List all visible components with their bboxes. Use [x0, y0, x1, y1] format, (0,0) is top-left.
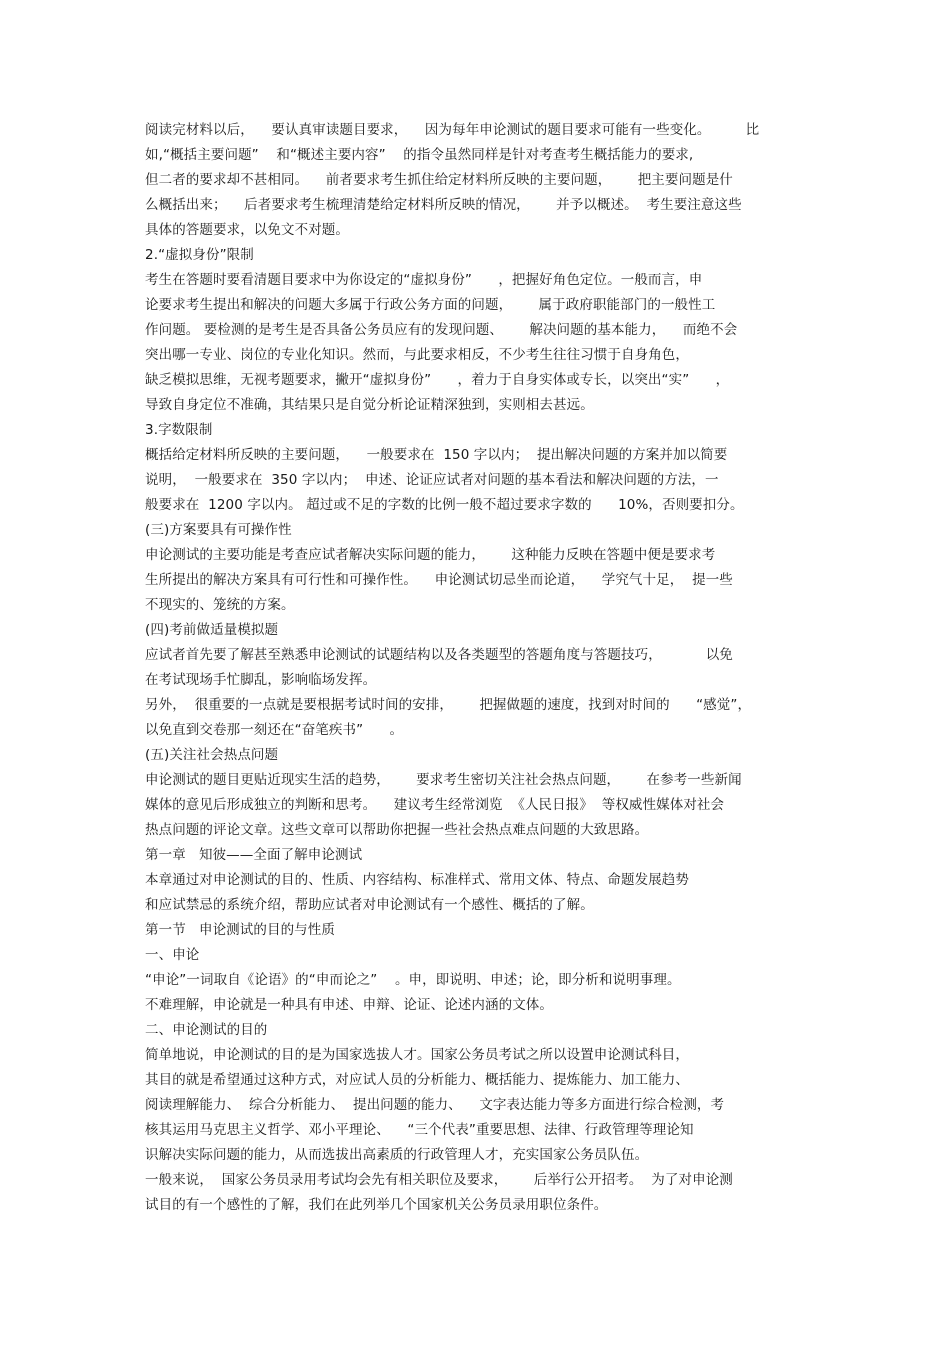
text-line: 缺乏模拟思维，无视考题要求，撇开“虚拟身份” ，着力于自身实体或专长，以突出“实” ， — [145, 372, 730, 388]
text-line: 突出哪一专业、岗位的专业化知识。然而，与此要求相反，不少考生往往习惯于自身角色， — [145, 347, 689, 363]
text-line: 以免直到交卷那一刻还在“奋笔疾书” 。 — [145, 722, 404, 738]
text-line: 考生在答题时要看清题目要求中为你设定的“虚拟身份” ，把握好角色定位。一般而言，申 — [145, 272, 703, 288]
text-line: 申论测试的题目更贴近现实生活的趋势， 要求考生密切关注社会热点问题， 在参考一些新闻 — [145, 772, 742, 788]
text-line: 简单地说，申论测试的目的是为国家选拔人才。国家公务员考试之所以设置申论测试科目， — [145, 1047, 689, 1063]
text-line: 但二者的要求却不甚相同。 前者要求考生抓住给定材料所反映的主要问题， 把主要问题是什 — [145, 172, 733, 188]
text-line: 导致自身定位不准确，其结果只是自觉分析论证精深独到，实则相去甚远。 — [145, 397, 594, 413]
section-heading: 2.“虚拟身份”限制 — [145, 247, 254, 263]
text-line: 其目的就是希望通过这种方式，对应试人员的分析能力、概括能力、提炼能力、加工能力、 — [145, 1072, 689, 1088]
section-heading: 二、申论测试的目的 — [145, 1022, 268, 1038]
text-line: 阅读理解能力、 综合分析能力、 提出问题的能力、 文字表达能力等多方面进行综合检测，考 — [145, 1097, 725, 1113]
text-line: 概括给定材料所反映的主要问题， 一般要求在 150 字以内； 提出解决问题的方案并加以简要 — [145, 447, 728, 463]
text-line: 般要求在 1200 字以内。 超过或不足的字数的比例一般不超过要求字数的 10%，否则要扣分。 — [145, 497, 744, 513]
section-heading: 3.字数限制 — [145, 422, 213, 438]
text-line: 么概括出来； 后者要求考生梳理清楚给定材料所反映的情况， 并予以概述。 考生要注意这些 — [145, 197, 742, 213]
section-heading: (四)考前做适量模拟题 — [145, 622, 279, 638]
text-line: “申论”一词取自《论语》的“申而论之” 。申，即说明、申述；论，即分析和说明事理。 — [145, 972, 681, 988]
text-line: 申论测试的主要功能是考查应试者解决实际问题的能力， 这种能力反映在答题中便是要求考 — [145, 547, 716, 563]
text-line: 说明， 一般要求在 350 字以内； 申述、论证应试者对问题的基本看法和解决问题的方法，一 — [145, 472, 719, 488]
text-line: 生所提出的解决方案具有可行性和可操作性。 申论测试切忌坐而论道， 学究气十足， 提一些 — [145, 572, 733, 588]
text-line: 阅读完材料以后， 要认真审读题目要求， 因为每年申论测试的题目要求可能有一些变化。 比 — [145, 122, 760, 138]
text-line: 如,“概括主要问题” 和“概述主要内容” 的指令虽然同样是针对考查考生概括能力的要求, — [145, 147, 694, 163]
text-line: 在考试现场手忙脚乱，影响临场发挥。 — [145, 672, 377, 688]
text-line: 试目的有一个感性的了解，我们在此列举几个国家机关公务员录用职位条件。 — [145, 1197, 608, 1213]
section-heading: 一、申论 — [145, 947, 200, 963]
text-line: 应试者首先要了解甚至熟悉申论测试的试题结构以及各类题型的答题角度与答题技巧， 以免 — [145, 647, 733, 663]
text-line: 媒体的意见后形成独立的判断和思考。 建议考生经常浏览 《人民日报》 等权威性媒体对社会 — [145, 797, 725, 813]
text-line: 核其运用马克思主义哲学、邓小平理论、 “三个代表”重要思想、法律、行政管理等理论知 — [145, 1122, 694, 1138]
text-line: 热点问题的评论文章。这些文章可以帮助你把握一些社会热点难点问题的大致思路。 — [145, 822, 649, 838]
section-heading: (三)方案要具有可操作性 — [145, 522, 292, 538]
text-line: 一般来说， 国家公务员录用考试均会先有相关职位及要求， 后举行公开招考。 为了对申论测 — [145, 1172, 733, 1188]
text-line: 本章通过对申论测试的目的、性质、内容结构、标准样式、常用文体、特点、命题发展趋势 — [145, 872, 689, 888]
section-heading: 第一节 申论测试的目的与性质 — [145, 922, 335, 938]
text-line: 论要求考生提出和解决的问题大多属于行政公务方面的问题， 属于政府职能部门的一般性工 — [145, 297, 716, 313]
chapter-heading: 第一章 知彼——全面了解申论测试 — [145, 847, 363, 863]
text-line: 不现实的、笼统的方案。 — [145, 597, 295, 613]
text-line: 和应试禁忌的系统介绍，帮助应试者对申论测试有一个感性、概括的了解。 — [145, 897, 594, 913]
section-heading: (五)关注社会热点问题 — [145, 747, 279, 763]
text-line: 另外， 很重要的一点就是要根据考试时间的安排， 把握做题的速度，找到对时间的 “感觉”， — [145, 697, 752, 713]
text-line: 不难理解，申论就是一种具有申述、申辩、论证、论述内涵的文体。 — [145, 997, 553, 1013]
text-line: 具体的答题要求，以免文不对题。 — [145, 222, 349, 238]
text-line: 作问题。 要检测的是考生是否具备公务员应有的发现问题、 解决问题的基本能力， 而绝不会 — [145, 322, 738, 338]
text-line: 识解决实际问题的能力，从而选拔出高素质的行政管理人才，充实国家公务员队伍。 — [145, 1147, 649, 1163]
